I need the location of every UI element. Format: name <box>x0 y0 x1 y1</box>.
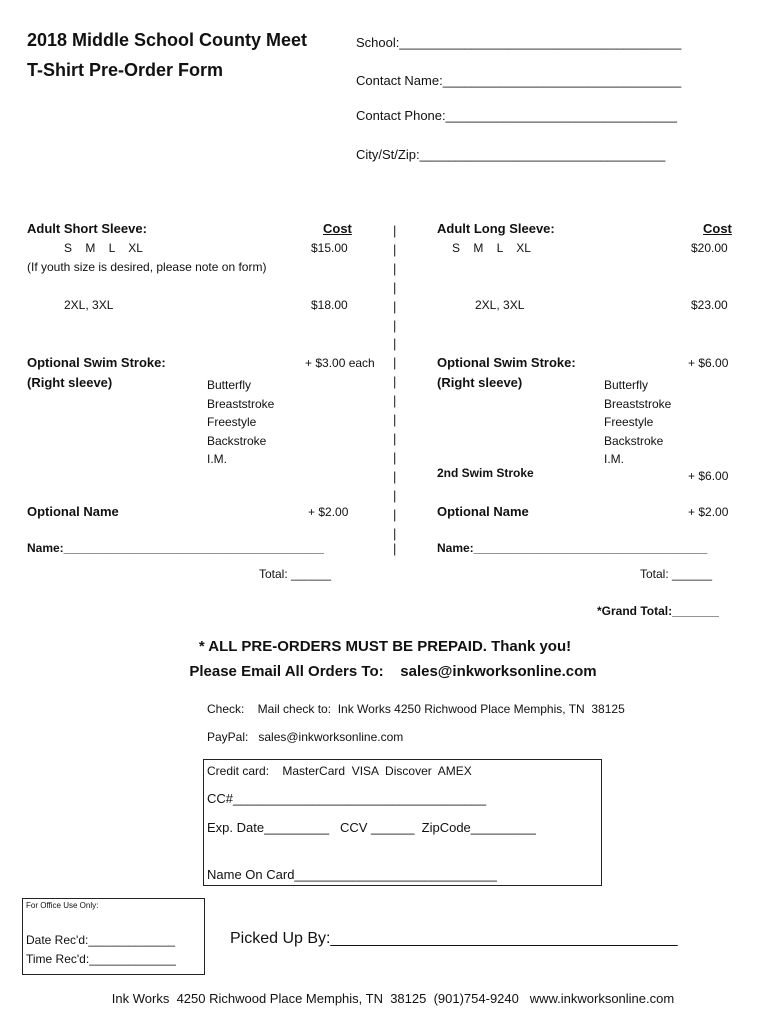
left-cost-label: Cost <box>323 221 352 236</box>
credit-card-box <box>203 759 602 886</box>
cc-number-field[interactable]: CC#___________________________________ <box>207 791 487 806</box>
column-divider: | | | | | | | | | | | | | | | | | <box>393 223 397 541</box>
office-use-label: For Office Use Only: <box>26 901 99 910</box>
left-heading: Adult Short Sleeve: <box>27 221 147 236</box>
left-price1: $15.00 <box>311 241 348 255</box>
paypal-payment-line: PayPal: sales@inkworksonline.com <box>207 730 404 744</box>
second-stroke-label: 2nd Swim Stroke <box>437 466 534 480</box>
right-swim-price: + $6.00 <box>688 356 729 370</box>
left-price2: $18.00 <box>311 298 348 312</box>
right-name-price: + $2.00 <box>688 505 729 519</box>
email-orders-notice: Please Email All Orders To: sales@inkworksonline.com <box>189 663 597 680</box>
right-heading: Adult Long Sleeve: <box>437 221 555 236</box>
left-stroke-list <box>207 376 274 469</box>
name-on-card-field[interactable]: Name On Card____________________________ <box>207 867 497 882</box>
stroke-option[interactable]: Butterfly <box>207 378 252 392</box>
stroke-option[interactable]: I.M. <box>604 452 624 466</box>
right-swim-sub: (Right sleeve) <box>437 375 523 390</box>
stroke-option[interactable]: I.M. <box>207 452 227 466</box>
footer-contact: Ink Works 4250 Richwood Place Memphis, TN 38125 (901)754-9240 www.inkworksonline.com <box>111 991 675 1006</box>
stroke-option[interactable]: Freestyle <box>207 415 257 429</box>
stroke-option[interactable]: Backstroke <box>207 433 267 448</box>
left-swim-heading: Optional Swim Stroke: <box>27 355 166 370</box>
stroke-option[interactable]: Freestyle <box>604 415 654 429</box>
time-received-field[interactable]: Time Rec'd:_____________ <box>26 952 176 966</box>
contact-name-field[interactable]: Contact Name:_________________________________ <box>356 73 682 88</box>
left-name-field[interactable]: Name:_______________________________________ <box>27 541 324 555</box>
left-sizes2: 2XL, 3XL <box>64 298 114 312</box>
right-sizes2: 2XL, 3XL <box>475 298 525 312</box>
left-total[interactable]: Total: ______ <box>259 567 332 581</box>
picked-up-by-field[interactable]: Picked Up By:_______________________________________ <box>230 930 678 947</box>
card-types: Credit card: MasterCard VISA Discover AMEX <box>207 764 472 778</box>
left-sizes: S M L XL <box>64 241 143 255</box>
contact-phone-field[interactable]: Contact Phone:________________________________ <box>356 108 677 123</box>
right-price1: $20.00 <box>691 241 728 255</box>
right-swim-heading: Optional Swim Stroke: <box>437 355 576 370</box>
left-swim-sub: (Right sleeve) <box>27 375 113 390</box>
right-sizes: S M L XL <box>452 241 531 255</box>
form-title-line2: T-Shirt Pre-Order Form <box>27 60 224 80</box>
right-cost-label: Cost <box>703 221 732 236</box>
right-total[interactable]: Total: ______ <box>640 567 713 581</box>
city-state-zip-field[interactable]: City/St/Zip:__________________________________ <box>356 147 666 162</box>
grand-total[interactable]: *Grand Total:_______ <box>597 604 719 618</box>
form-title-line1: 2018 Middle School County Meet <box>27 30 308 50</box>
exp-ccv-zip-field[interactable]: Exp. Date_________ CCV ______ ZipCode_________ <box>207 820 536 835</box>
prepaid-notice: * ALL PRE-ORDERS MUST BE PREPAID. Thank you! <box>198 638 572 655</box>
left-name-heading: Optional Name <box>27 504 119 519</box>
right-name-field[interactable]: Name:___________________________________ <box>437 541 708 555</box>
school-field[interactable]: School:_______________________________________ <box>356 35 682 50</box>
second-stroke-price: + $6.00 <box>688 469 729 483</box>
right-name-heading: Optional Name <box>437 504 529 519</box>
stroke-option[interactable]: Breaststroke <box>604 396 672 411</box>
right-stroke-list <box>604 376 671 469</box>
office-use-box <box>22 898 205 975</box>
left-swim-price: + $3.00 each <box>305 356 375 370</box>
left-name-price: + $2.00 <box>308 505 349 519</box>
date-received-field[interactable]: Date Rec'd:_____________ <box>26 933 176 947</box>
youth-note: (If youth size is desired, please note on form) <box>27 260 267 274</box>
stroke-option[interactable]: Backstroke <box>604 433 664 448</box>
stroke-option[interactable]: Breaststroke <box>207 396 275 411</box>
column-divider-end: | <box>393 541 397 556</box>
stroke-option[interactable]: Butterfly <box>604 378 649 392</box>
right-price2: $23.00 <box>691 298 728 312</box>
check-payment-line: Check: Mail check to: Ink Works 4250 Richwood Place Memphis, TN 38125 <box>207 702 625 716</box>
